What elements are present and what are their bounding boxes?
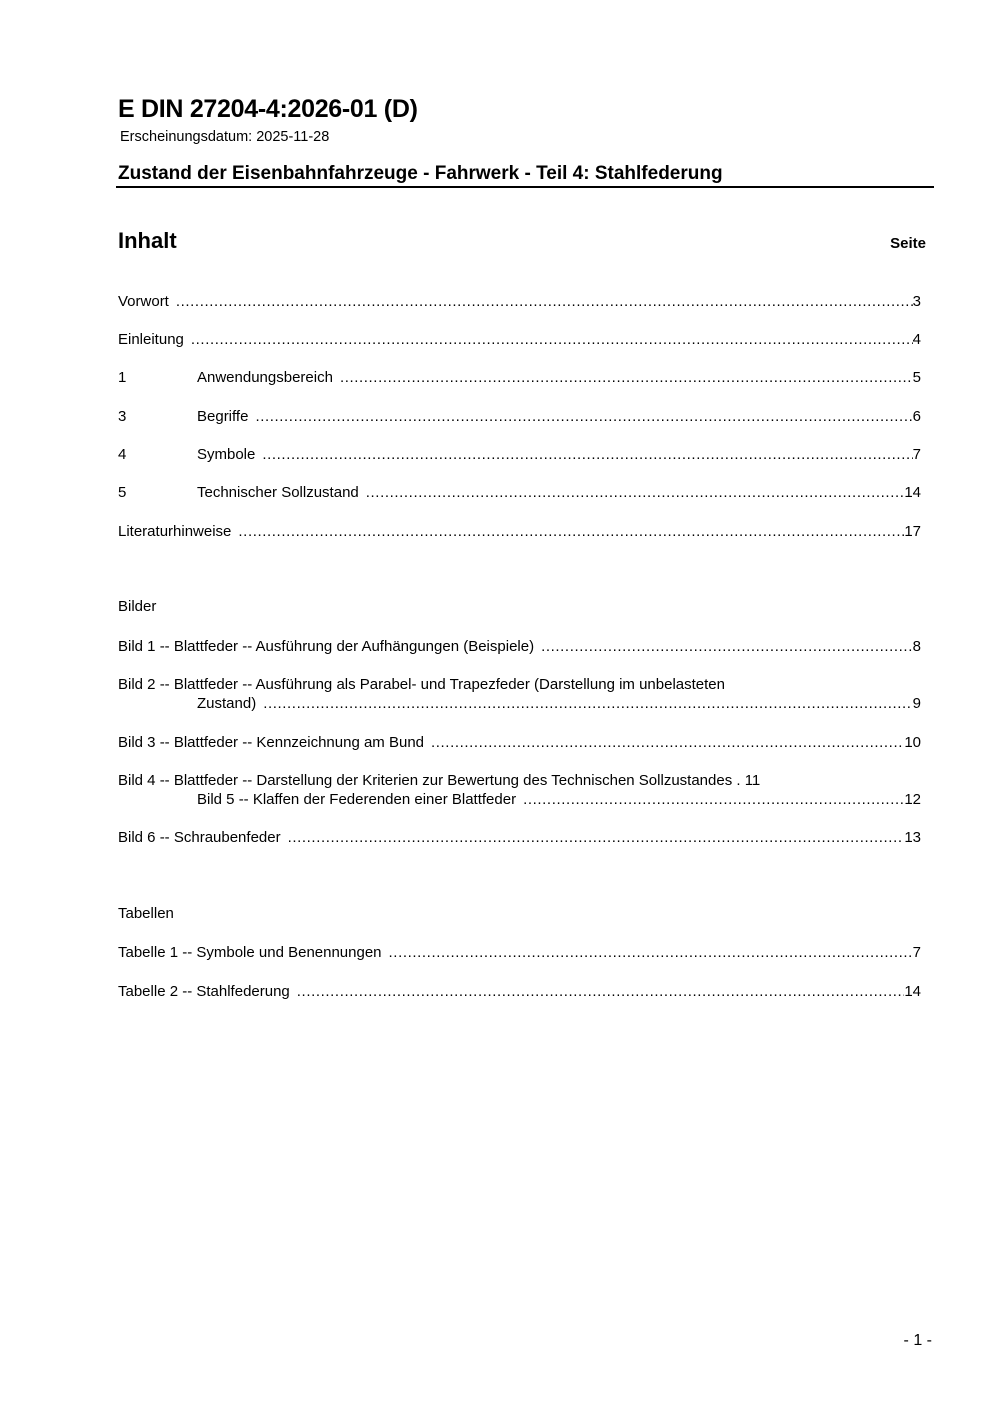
toc-entry-symbole[interactable]	[118, 445, 921, 465]
figure-entry-text: Bild 3 -- Blattfeder -- Kennzeichnung am Bund	[118, 734, 424, 751]
document-title: Zustand der Eisenbahnfahrzeuge - Fahrwerk - Teil 4: Stahlfederung	[118, 163, 723, 184]
toc-entry-text: Vorwort	[118, 293, 169, 310]
toc-entry-text: Einleitung	[118, 331, 184, 348]
dot-leader	[191, 330, 913, 350]
figure-entry-4[interactable]: Bild 4 -- Blattfeder -- Darstellung der Kriterien zur Bewertung des Technischen Sollzustandes . 11	[118, 772, 761, 789]
figure-entry-5[interactable]	[197, 790, 921, 810]
dot-leader	[541, 637, 913, 657]
toc-entry-page: 5	[912, 369, 921, 386]
toc-entry-technischer-sollzustand[interactable]	[118, 483, 921, 503]
toc-entry-page: 6	[912, 408, 921, 425]
figure-entry-text: Bild 1 -- Blattfeder -- Ausführung der Aufhängungen (Beispiele)	[118, 638, 535, 655]
table-entry-2[interactable]	[118, 982, 921, 1002]
dot-leader	[389, 943, 913, 963]
toc-entry-text: Symbole	[197, 446, 256, 463]
figure-entry-page: 10	[904, 734, 921, 751]
toc-heading: Inhalt	[118, 228, 177, 253]
dot-leader	[176, 292, 913, 312]
figure-entry-3[interactable]	[118, 733, 921, 753]
toc-entry-number: 1	[118, 369, 127, 386]
page-column-label: Seite	[890, 235, 926, 252]
toc-entry-page: 7	[912, 446, 921, 463]
toc-entry-text: Technischer Sollzustand	[197, 484, 359, 501]
figures-section-label: Bilder	[118, 598, 157, 615]
figure-entry-page: 13	[904, 829, 921, 846]
dot-leader	[431, 733, 904, 753]
table-entry-1[interactable]	[118, 943, 921, 963]
figure-entry-2-line1[interactable]: Bild 2 -- Blattfeder -- Ausführung als Parabel- und Trapezfeder (Darstellung im unbelasteten	[118, 676, 725, 693]
figure-entry-page: 9	[912, 695, 921, 712]
dot-leader	[340, 368, 913, 388]
document-id: E DIN 27204-4:2026-01 (D)	[118, 95, 418, 123]
figure-entry-6[interactable]	[118, 828, 921, 848]
dot-leader	[288, 828, 905, 848]
toc-entry-literaturhinweise[interactable]	[118, 522, 921, 542]
toc-entry-page: 17	[904, 523, 921, 540]
dot-leader	[523, 790, 904, 810]
toc-entry-vorwort[interactable]	[118, 292, 921, 312]
table-entry-text: Tabelle 1 -- Symbole und Benennungen	[118, 944, 382, 961]
figure-entry-text: Zustand)	[197, 695, 257, 712]
table-entry-page: 7	[912, 944, 921, 961]
dot-leader	[366, 483, 905, 503]
publication-date: Erscheinungsdatum: 2025-11-28	[120, 129, 330, 145]
figure-entry-text: Bild 5 -- Klaffen der Federenden einer Blattfeder	[197, 791, 517, 808]
toc-entry-page: 4	[912, 331, 921, 348]
toc-entry-begriffe[interactable]	[118, 407, 921, 427]
figure-entry-1[interactable]	[118, 637, 921, 657]
page-number: - 1 -	[903, 1332, 932, 1349]
dot-leader	[262, 445, 912, 465]
dot-leader	[255, 407, 912, 427]
dot-leader	[297, 982, 905, 1002]
toc-entry-anwendungsbereich[interactable]	[118, 368, 921, 388]
toc-entry-text: Anwendungsbereich	[197, 369, 333, 386]
figure-entry-text: Bild 6 -- Schraubenfeder	[118, 829, 281, 846]
toc-entry-number: 3	[118, 408, 127, 425]
toc-entry-page: 3	[912, 293, 921, 310]
dot-leader	[263, 694, 912, 714]
toc-entry-text: Literaturhinweise	[118, 523, 232, 540]
toc-entry-number: 5	[118, 484, 127, 501]
toc-entry-text: Begriffe	[197, 408, 249, 425]
figure-entry-2-line2[interactable]	[197, 694, 921, 714]
figure-entry-page: 8	[912, 638, 921, 655]
tables-section-label: Tabellen	[118, 905, 174, 922]
dot-leader	[238, 522, 904, 542]
table-entry-text: Tabelle 2 -- Stahlfederung	[118, 983, 290, 1000]
toc-entry-page: 14	[904, 484, 921, 501]
toc-entry-einleitung[interactable]	[118, 330, 921, 350]
toc-entry-number: 4	[118, 446, 127, 463]
table-entry-page: 14	[904, 983, 921, 1000]
title-underline	[116, 186, 934, 188]
figure-entry-page: 12	[904, 791, 921, 808]
